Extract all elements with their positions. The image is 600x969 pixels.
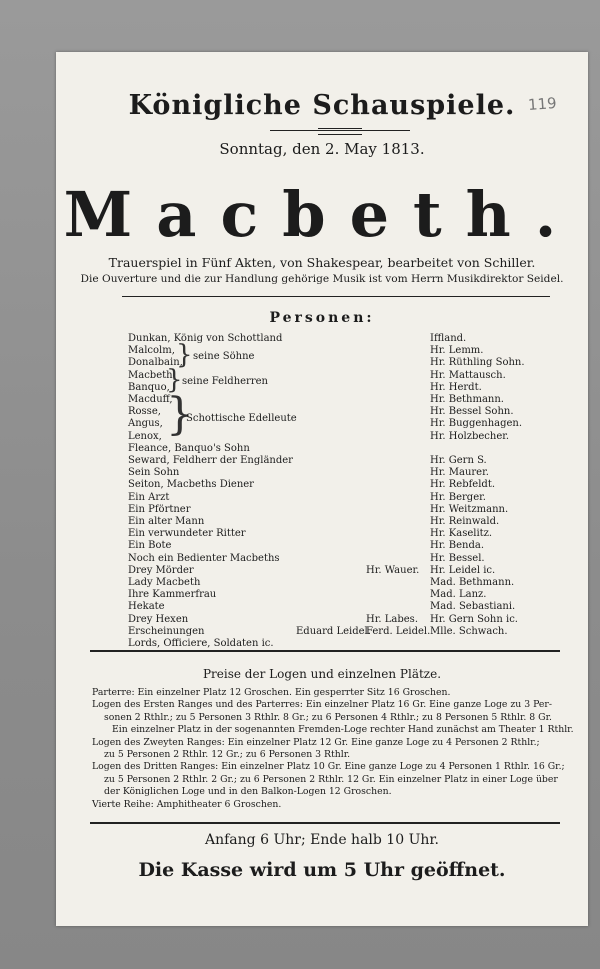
cast-actor: Hr. Kaselitz. <box>430 528 493 540</box>
cast-actor: Hr. Herdt. <box>430 381 482 393</box>
cast-divider <box>90 650 560 652</box>
cast-role: Dunkan, König von Schottland <box>128 333 283 344</box>
cast-role: Lenox, <box>128 430 162 442</box>
cast-role: Sein Sohn <box>128 467 180 479</box>
play-subtitle: Trauerspiel in Fünf Akten, von Shakespear, bearbeitet von Schiller. <box>108 255 536 270</box>
price-line: Ein einzelner Platz in der sogenannten Fremden-Loge rechter Hand zunächst am Theater 1 Rthlr. <box>112 724 574 736</box>
archive-mark: 119 <box>527 94 558 114</box>
cast-actor: Hr. Gern Sohn ic. <box>430 613 518 625</box>
cast-actor-secondary: Eduard Leidel. <box>296 625 371 637</box>
cast-actor: Hr. Bessel. <box>430 552 485 564</box>
nobles-brace-label: Schottische Edelleute <box>186 413 297 424</box>
cast-actor-secondary: Hr. Labes. <box>366 613 418 625</box>
generals-brace-label: seine Feldherren <box>182 376 268 387</box>
cast-role: Erscheinungen <box>128 625 205 637</box>
cast-role: Lords, Officiere, Soldaten ic. <box>128 638 274 649</box>
cast-role: Fleance, Banquo's Sohn <box>128 442 250 454</box>
cast-actor-secondary: Ferd. Leidel. <box>366 625 431 637</box>
cast-role: Angus, <box>128 418 163 430</box>
cast-role: Macduff, <box>128 394 173 405</box>
cast-role: Malcolm, <box>128 345 175 357</box>
cast-actor: Mad. Lanz. <box>430 589 487 601</box>
cast-actor: Mlle. Schwach. <box>430 625 508 637</box>
cast-actor: Hr. Leidel ic. <box>430 564 496 576</box>
cast-role: Ein Arzt <box>128 491 170 503</box>
cast-role: Drey Mörder <box>128 564 194 576</box>
theatre-title: Königliche Schauspiele. <box>128 90 516 121</box>
price-line: zu 5 Personen 2 Rthlr. 2 Gr.; zu 6 Personen 2 Rthlr. 12 Gr. Ein einzelner Platz in einer Loge über <box>104 773 558 785</box>
cast-heading: Personen: <box>269 310 375 326</box>
performance-date: Sonntag, den 2. May 1813. <box>219 140 425 158</box>
cast-role: Banquo, <box>128 381 170 393</box>
cast-actor: Hr. Weitzmann. <box>430 503 509 515</box>
sons-brace: } <box>176 340 193 370</box>
cast-actor: Mad. Sebastiani. <box>430 601 516 613</box>
cast-actor: Iffland. <box>430 333 467 344</box>
cast-role: Ein Pförtner <box>128 503 191 515</box>
cast-actor: Hr. Maurer. <box>430 467 489 479</box>
cast-actor: Hr. Lemm. <box>430 345 484 357</box>
cast-actor: Hr. Bethmann. <box>430 394 504 405</box>
cast-role: Lady Macbeth <box>128 577 201 588</box>
box-office-note: Die Kasse wird um 5 Uhr geöffnet. <box>138 859 506 881</box>
cast-actor: Hr. Reinwald. <box>430 516 500 527</box>
cast-role: Macbeth, <box>128 369 176 381</box>
price-line: Logen des Ersten Ranges und des Parterres: Ein einzelner Platz 16 Gr. Eine ganze Loge zu 3 Per- <box>92 699 553 711</box>
cast-actor-secondary: Hr. Wauer. <box>366 564 420 576</box>
price-line: Parterre: Ein einzelner Platz 12 Groschen. Ein gesperrter Sitz 16 Groschen. <box>92 687 451 698</box>
cast-role: Seiton, Macbeths Diener <box>128 479 254 491</box>
sons-brace-label: seine Söhne <box>193 351 255 362</box>
price-line: Logen des Zweyten Ranges: Ein einzelner Platz 12 Gr. Eine ganze Loge zu 4 Personen 2 Rthlr.; <box>92 736 540 748</box>
title-ornament <box>318 128 362 135</box>
music-note: Die Ouverture und die zur Handlung gehörige Musik ist vom Herrn Musikdirektor Seidel. <box>80 273 564 285</box>
cast-role: Ein Bote <box>128 540 172 552</box>
cast-actor: Hr. Holzbecher. <box>430 430 510 442</box>
cast-actor: Hr. Rüthling Sohn. <box>430 357 525 369</box>
prices-divider <box>90 822 560 824</box>
cast-actor: Hr. Mattausch. <box>430 369 506 381</box>
cast-actor: Hr. Buggenhagen. <box>430 418 523 430</box>
cast-role: Noch ein Bedienter Macbeths <box>128 552 280 564</box>
prices-heading: Preise der Logen und einzelnen Plätze. <box>202 667 442 681</box>
price-line: der Königlichen Loge und in den Balkon-Logen 12 Groschen. <box>104 786 392 798</box>
price-line: sonen 2 Rthlr.; zu 5 Personen 3 Rthlr. 8 Gr.; zu 6 Personen 4 Rthlr.; zu 8 Personen 5 Rthlr. 8 Gr. <box>104 711 552 723</box>
cast-actor: Mad. Bethmann. <box>430 577 515 588</box>
header-divider <box>122 296 550 297</box>
cast-actor: Hr. Berger. <box>430 491 486 503</box>
cast-role: Hekate <box>128 601 165 613</box>
price-line: Logen des Dritten Ranges: Ein einzelner Platz 10 Gr. Eine ganze Loge zu 4 Personen 1 Rthlr. 16 Gr.; <box>92 761 565 773</box>
price-line: zu 5 Personen 2 Rthlr. 12 Gr.; zu 6 Personen 3 Rthlr. <box>104 749 351 760</box>
cast-role: Seward, Feldherr der Engländer <box>128 455 293 466</box>
price-line: Vierte Reihe: Amphitheater 6 Groschen. <box>92 798 282 810</box>
performance-times: Anfang 6 Uhr; Ende halb 10 Uhr. <box>205 832 439 848</box>
cast-role: Ihre Kammerfrau <box>128 589 217 601</box>
cast-actor: Hr. Benda. <box>430 540 485 552</box>
play-title: Macbeth. <box>63 178 581 251</box>
cast-actor: Hr. Gern S. <box>430 455 487 466</box>
generals-brace: } <box>166 365 183 395</box>
cast-actor: Hr. Bessel Sohn. <box>430 406 514 418</box>
cast-role: Donalbain, <box>128 357 183 369</box>
nobles-brace: } <box>166 389 194 440</box>
cast-role: Rosse, <box>128 406 161 418</box>
cast-role: Ein alter Mann <box>128 516 205 527</box>
cast-role: Drey Hexen <box>128 613 189 625</box>
cast-role: Ein verwundeter Ritter <box>128 528 246 540</box>
cast-actor: Hr. Rebfeldt. <box>430 479 496 491</box>
